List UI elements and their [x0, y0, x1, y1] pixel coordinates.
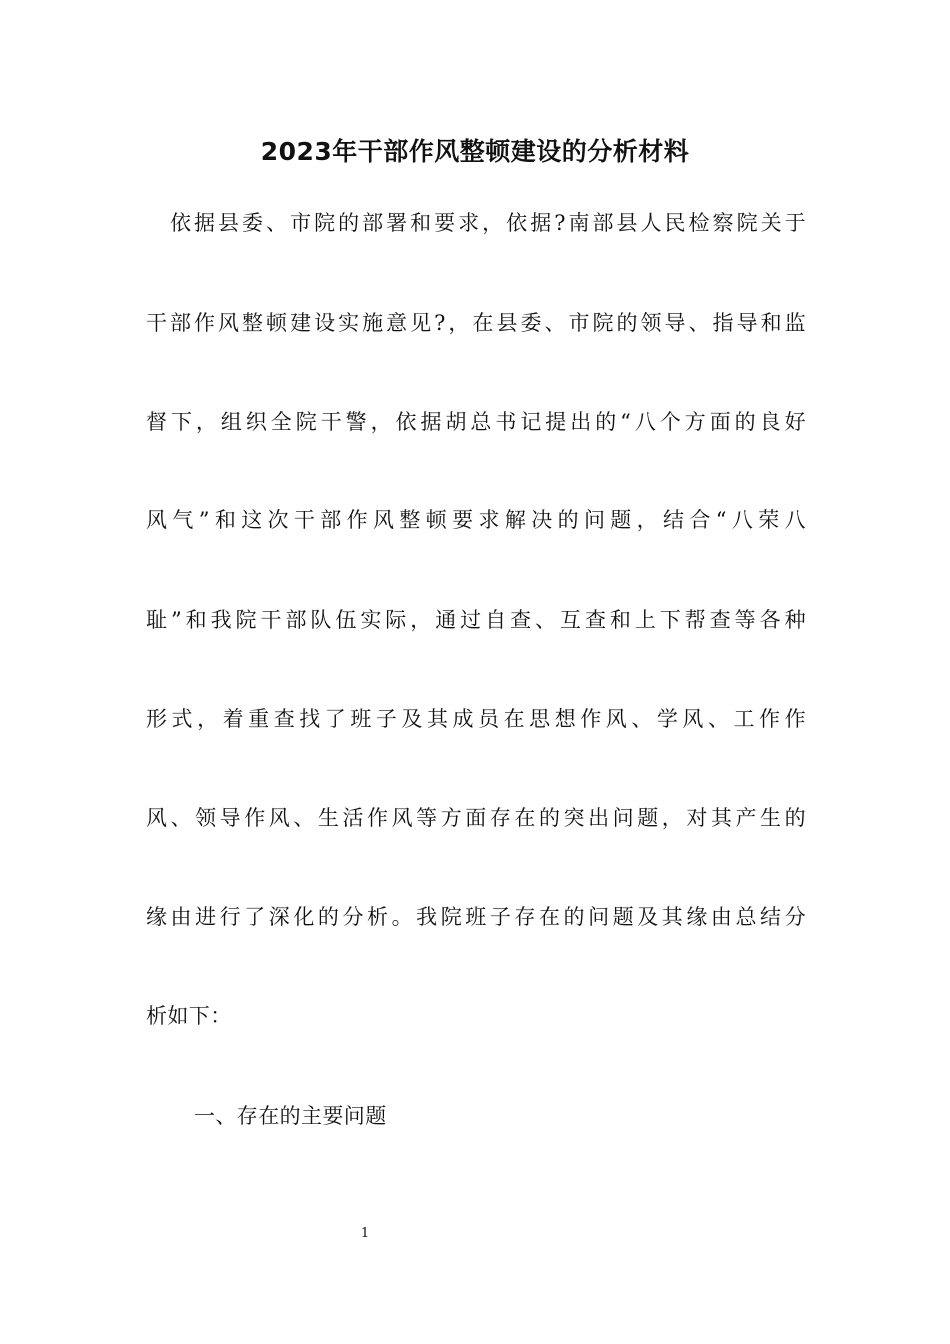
paragraph-line-6: 形式，着重查找了班子及其成员在思想作风、学风、工作作	[146, 707, 806, 731]
paragraph-line-9: 析如下：	[146, 1004, 232, 1028]
paragraph-line-3: 督下，组织全院干警，依据胡总书记提出的“八个方面的良好	[146, 410, 806, 434]
paragraph-line-7: 风、领导作风、生活作风等方面存在的突出问题，对其产生的	[146, 806, 806, 830]
section-heading: 一、存在的主要问题	[194, 1104, 387, 1128]
paragraph-line-1: 依据县委、市院的部署和要求，依据?南部县人民检察院关于	[170, 211, 806, 235]
paragraph-line-5: 耻”和我院干部队伍实际，通过自查、互查和上下帮查等各种	[146, 608, 806, 632]
paragraph-line-4: 风气”和这次干部作风整顿要求解决的问题，结合“八荣八	[146, 508, 806, 532]
paragraph-line-2: 干部作风整顿建设实施意见?，在县委、市院的领导、指导和监	[146, 311, 806, 335]
paragraph-line-8: 缘由进行了深化的分析。我院班子存在的问题及其缘由总结分	[146, 905, 806, 929]
page-number: 1	[360, 1226, 370, 1241]
document-title: 2023年干部作风整顿建设的分析材料	[260, 137, 690, 166]
